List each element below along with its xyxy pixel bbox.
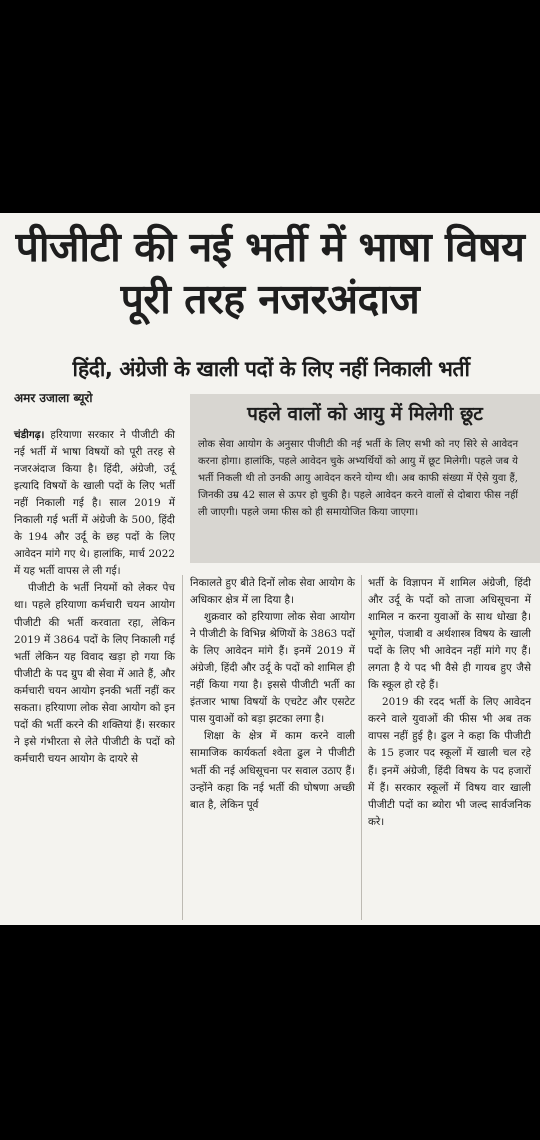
article-column-3	[368, 575, 531, 831]
paragraph: शिक्षा के क्षेत्र में काम करने वाली सामाजिक कार्यकर्ता श्वेता ढुल ने पीजीटी भर्ती की नई अधिसूचना पर सवाल उठाए हैं। उन्होंने कहा कि नई भर्ती की घोषणा अच्छी बात है, लेकिन पूर्व	[190, 730, 355, 811]
sidebar-box	[190, 394, 540, 563]
article-column-1	[14, 427, 175, 768]
paragraph: शुक्रवार को हरियाणा लोक सेवा आयोग ने पीजीटी के विभिन्न श्रेणियों के 3863 पदों के लिए आवेदन मांगे हैं। इनमें 2019 में अंग्रेजी, हिंदी और उर्दू के पदों को शामिल ही नहीं किया गया है। इससे पीजीटी भर्ती का इंतजार भाषा विषयों के एचटेट और एसटेट पास युवाओं को बड़ा झटका लगा है।	[190, 611, 355, 726]
byline: अमर उजाला ब्यूरो	[14, 391, 93, 405]
headline: पीजीटी की नई भर्ती में भाषा विषय पूरी तरह नजरअंदाज	[15, 223, 525, 323]
article-column-2	[190, 575, 355, 814]
paragraph: पीजीटी के भर्ती नियमों को लेकर पेच था। पहले हरियाणा कर्मचारी चयन आयोग पीजीटी की भर्ती करवाता रहा, लेकिन 2019 में 3864 पदों के लिए निकाली गई भर्ती लेकिन यह विवाद खड़ा हो गया कि पीजीटी के पद ग्रुप बी सेवा में आते हैं, और कर्मचारी चयन आयोग इनकी भर्ती नहीं कर सकता। हरियाणा लोक सेवा आयोग को इन पदों की भर्ती करने की शक्तियां हैं। सरकार ने इसे गंभीरता से लेते पीजीटी के पदों को कर्मचारी चयन आयोग के दायरे से	[14, 582, 175, 765]
column-divider	[182, 575, 183, 920]
paragraph	[14, 427, 175, 580]
paragraph: भर्ती के विज्ञापन में शामिल अंग्रेजी, हिंदी और उर्दू के पदों को ताजा अधिसूचना में शामिल न करना युवाओं के साथ धोखा है। भूगोल, पंजाबी व अर्थशास्त्र विषय के खाली पदों के लिए भी आवेदन नहीं मांगे गए हैं। लगता है ये पद भी वैसे ही गायब हुए जैसे कि स्कूल हो रहे हैं।	[368, 577, 531, 692]
newspaper-clipping	[0, 213, 540, 925]
subheadline: हिंदी, अंग्रेजी के खाली पदों के लिए नहीं निकाली भर्ती	[72, 357, 470, 381]
paragraph: निकालते हुए बीते दिनों लोक सेवा आयोग के अधिकार क्षेत्र में ला दिया है।	[190, 577, 355, 607]
paragraph: 2019 की रदद भर्ती के लिए आवेदन करने वाले युवाओं की फीस भी अब तक वापस नहीं हुई है। ढुल ने कहा कि पीजीटी के 15 हजार पद स्कूलों में खाली चल रहे हैं। इनमें अंग्रेजी, हिंदी विषय के पद हजारों में हैं। सरकार स्कूलों में विषय वार खाली पीजीटी पदों का ब्योरा भी जल्द सार्वजनिक करे।	[368, 696, 531, 828]
dateline: चंडीगढ़।	[14, 429, 45, 441]
paragraph-text: हरियाणा सरकार ने पीजीटी की नई भर्ती में भाषा विषयों को पूरी तरह से नजरअंदाज किया है। हिंदी, अंग्रेजी, उर्दू इत्यादि विषयों के खाली पदों के लिए भर्ती नहीं निकाली गई है। साल 2019 में निकाली गई भर्ती में अंग्रेजी के 500, हिंदी के 194 और उर्दू के छह पदों के लिए आवेदन मांगे गए थे। हालांकि, मार्च 2022 में यह भर्ती वापस ले ली गई।	[14, 429, 175, 578]
column-divider	[361, 575, 362, 920]
sidebar-box-title: पहले वालों को आयु में मिलेगी छूट	[247, 403, 483, 425]
sidebar-box-text: लोक सेवा आयोग के अनुसार पीजीटी की नई भर्ती के लिए सभी को नए सिरे से आवेदन करना होगा। हालांकि, पहले आवेदन चुके अभ्यर्थियों को आयु में छूट मिलेगी। पहले जब ये भर्ती निकली थी तो उनकी आयु आवेदन करने योग्य थी। अब काफी संख्या में ऐसे युवा हैं, जिनकी उम्र 42 साल से ऊपर हो चुकी है। पहले आवेदन करने वालों से दोबारा फीस नहीं ली जाएगी। पहले जमा फीस को ही समायोजित किया जाएगा।	[198, 439, 518, 519]
